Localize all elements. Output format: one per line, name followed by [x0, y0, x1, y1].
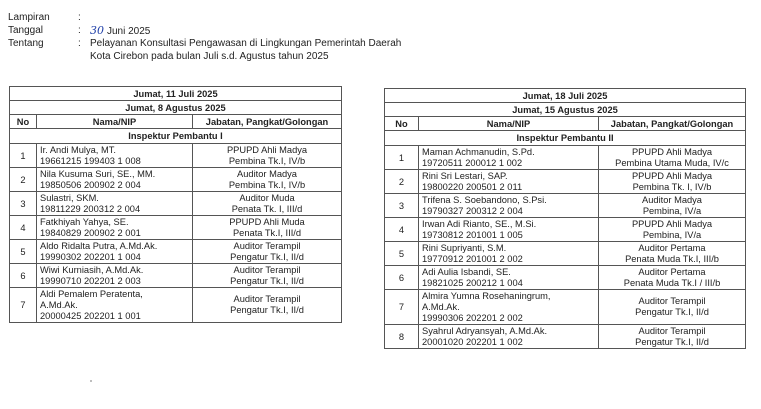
scan-speck: [90, 380, 92, 382]
position-title: PPUPD Ahli Madya: [226, 144, 308, 155]
table-row: [385, 170, 746, 194]
row-number: 3: [385, 194, 419, 218]
table-row: [10, 216, 342, 240]
name-nip-cell: [37, 216, 193, 240]
name-text: Fatkhiyah Yahya, SE.: [40, 216, 129, 227]
name-text: Adi Aulia Isbandi, SE.: [422, 266, 511, 277]
nip-text: 19800220 200501 2 011: [422, 181, 523, 192]
rank-grade: Penata Tk. I, III/d: [231, 203, 303, 214]
document-header: [8, 12, 401, 63]
table-row: [385, 194, 746, 218]
row-number: 7: [385, 290, 419, 325]
row-number: 5: [10, 240, 37, 264]
name-nip-cell: [419, 218, 599, 242]
colon: :: [78, 12, 81, 23]
position-cell: [193, 168, 342, 192]
row-number: 4: [10, 216, 37, 240]
rank-grade: Pengatur Tk.I, II/d: [635, 336, 709, 347]
row-number: 2: [385, 170, 419, 194]
column-header-no: No: [385, 117, 419, 131]
column-header-position: Jabatan, Pangkat/Golongan: [193, 115, 342, 129]
position-title: Auditor Terampil: [233, 264, 301, 275]
name-nip-cell: [419, 290, 599, 325]
table-row: [385, 218, 746, 242]
name-nip-cell: [419, 146, 599, 170]
row-number: 7: [10, 288, 37, 323]
row-number: 8: [385, 325, 419, 349]
tanggal-text: Juni 2025: [107, 25, 151, 37]
row-number: 2: [10, 168, 37, 192]
name-text: Irwan Adi Rianto, SE., M.Si.: [422, 218, 537, 229]
position-title: Auditor Madya: [237, 168, 297, 179]
schedule-table-left: [9, 86, 342, 323]
name-text: A.Md.Ak.: [422, 301, 460, 312]
row-number: 6: [10, 264, 37, 288]
position-title: PPUPD Ahli Madya: [631, 146, 713, 157]
date-header-1: Jumat, 11 Juli 2025: [10, 87, 342, 101]
position-cell: [193, 240, 342, 264]
date-header-1: Jumat, 18 Juli 2025: [385, 89, 746, 103]
lampiran-label: Lampiran: [8, 12, 50, 23]
tentang-label: Tentang: [8, 38, 44, 49]
nip-text: 19790327 200312 2 004: [422, 205, 523, 216]
name-nip-cell: [37, 264, 193, 288]
position-cell: [599, 170, 746, 194]
table-row: [10, 240, 342, 264]
name-text: Aldi Pemalem Peratenta,: [40, 288, 143, 299]
position-cell: [193, 264, 342, 288]
section-header: Inspektur Pembantu II: [385, 131, 746, 146]
nip-text: 20001020 202201 1 002: [422, 336, 523, 347]
schedule-table-right: [384, 88, 746, 349]
position-title: Auditor Terampil: [638, 296, 706, 306]
name-nip-cell: [419, 325, 599, 349]
row-number: 4: [385, 218, 419, 242]
handwritten-day: 30: [90, 23, 104, 37]
name-nip-cell: [419, 242, 599, 266]
name-nip-cell: [37, 288, 193, 323]
nip-text: 19770912 201001 2 002: [422, 253, 523, 264]
row-number: 1: [385, 146, 419, 170]
rank-grade: Pembina Tk.I, IV/b: [228, 179, 306, 190]
name-nip-cell: [37, 144, 193, 168]
column-header-name: Nama/NIP: [419, 117, 599, 131]
table-row: [10, 144, 342, 168]
name-text: Almira Yumna Rosehaningrum,: [422, 290, 551, 301]
position-title: PPUPD Ahli Muda: [229, 216, 305, 227]
name-nip-cell: [419, 194, 599, 218]
date-header-2: Jumat, 15 Agustus 2025: [385, 103, 746, 117]
position-title: Auditor Muda: [239, 192, 295, 203]
table-row: [10, 192, 342, 216]
position-cell: [599, 290, 746, 325]
rank-grade: Penata Muda Tk.I, III/b: [625, 253, 719, 264]
position-cell: [193, 216, 342, 240]
name-text: Aldo Ridalta Putra, A.Md.Ak.: [40, 240, 158, 251]
position-cell: [599, 325, 746, 349]
table-row: [385, 242, 746, 266]
nip-text: 19990710 202201 2 003: [40, 275, 141, 286]
column-header-position: Jabatan, Pangkat/Golongan: [599, 117, 746, 131]
nip-text: 19821025 200212 1 004: [422, 277, 523, 288]
nip-text: 19850506 200902 2 004: [40, 179, 141, 190]
table-row: [385, 290, 746, 325]
tentang-line1: Pelayanan Konsultasi Pengawasan di Lingkungan Pemerintah Daerah: [90, 38, 402, 49]
name-text: Wiwi Kurniasih, A.Md.Ak.: [40, 264, 144, 275]
table-row: [10, 288, 342, 323]
position-title: Auditor Terampil: [233, 294, 301, 304]
table-row: [10, 168, 342, 192]
table-row: [385, 266, 746, 290]
date-header-2: Jumat, 8 Agustus 2025: [10, 101, 342, 115]
table-row: [385, 325, 746, 349]
position-cell: [599, 242, 746, 266]
name-nip-cell: [37, 240, 193, 264]
column-header-name: Nama/NIP: [37, 115, 193, 129]
nip-text: 19661215 199403 1 008: [40, 155, 141, 166]
position-cell: [193, 192, 342, 216]
name-nip-cell: [37, 168, 193, 192]
row-number: 1: [10, 144, 37, 168]
position-title: PPUPD Ahli Madya: [631, 170, 713, 181]
name-text: Nila Kusuma Suri, SE., MM.: [40, 168, 156, 179]
row-number: 5: [385, 242, 419, 266]
tanggal-label: Tanggal: [8, 24, 44, 36]
rank-grade: Pengatur Tk.I, II/d: [230, 251, 304, 262]
name-text: Sulastri, SKM.: [40, 192, 99, 203]
rank-grade: Pembina, IV/a: [642, 229, 702, 240]
name-nip-cell: [37, 192, 193, 216]
rank-grade: Pembina Utama Muda, IV/c: [615, 157, 729, 168]
position-cell: [599, 266, 746, 290]
nip-text: 20000425 202201 1 001: [40, 310, 141, 321]
position-title: Auditor Terampil: [638, 325, 706, 336]
nip-text: 19730812 201001 1 005: [422, 229, 523, 240]
tentang-row-2: [8, 51, 401, 64]
table-row: [10, 264, 342, 288]
nip-text: 19720511 200012 1 002: [422, 157, 523, 168]
position-title: PPUPD Ahli Madya: [631, 218, 713, 229]
tanggal-value: [90, 25, 150, 39]
position-cell: [599, 218, 746, 242]
rank-grade: Pembina Tk. I, IV/b: [632, 181, 712, 192]
position-title: Auditor Pertama: [638, 242, 706, 253]
lampiran-row: [8, 12, 401, 25]
position-title: Auditor Madya: [642, 194, 702, 205]
name-text: Ir. Andi Mulya, MT.: [40, 144, 116, 155]
position-cell: [193, 288, 342, 323]
rank-grade: Pembina, IV/a: [642, 205, 702, 216]
name-text: A.Md.Ak.: [40, 299, 78, 310]
position-cell: [193, 144, 342, 168]
tentang-row: [8, 38, 401, 51]
position-title: Auditor Terampil: [233, 240, 301, 251]
tanggal-row: [8, 25, 401, 39]
rank-grade: Pengatur Tk.I, II/d: [635, 307, 709, 317]
name-text: Rini Sri Lestari, SAP.: [422, 170, 508, 181]
name-nip-cell: [419, 170, 599, 194]
name-nip-cell: [419, 266, 599, 290]
tentang-line2: Kota Cirebon pada bulan Juli s.d. Agustus tahun 2025: [90, 50, 329, 62]
name-text: Maman Achmanudin, S.Pd.: [422, 146, 535, 157]
nip-text: 19990306 202201 2 002: [422, 312, 523, 323]
rank-grade: Pengatur Tk.I, II/d: [230, 305, 304, 315]
column-header-no: No: [10, 115, 37, 129]
colon: :: [78, 38, 81, 49]
section-header: Inspektur Pembantu I: [10, 129, 342, 144]
nip-text: 19990302 202201 1 004: [40, 251, 141, 262]
position-title: Auditor Pertama: [638, 266, 706, 277]
nip-text: 19840829 200902 2 001: [40, 227, 141, 238]
position-cell: [599, 194, 746, 218]
row-number: 3: [10, 192, 37, 216]
rank-grade: Pembina Tk.I, IV/b: [228, 155, 306, 166]
name-text: Trifena S. Soebandono, S.Psi.: [422, 194, 547, 205]
position-cell: [599, 146, 746, 170]
row-number: 6: [385, 266, 419, 290]
rank-grade: Penata Muda Tk.I / III/b: [623, 277, 721, 288]
colon: :: [78, 24, 81, 36]
rank-grade: Penata Tk.I, III/d: [232, 227, 302, 238]
table-row: [385, 146, 746, 170]
name-text: Rini Supriyanti, S.M.: [422, 242, 507, 253]
rank-grade: Pengatur Tk.I, II/d: [230, 275, 304, 286]
name-text: Syahrul Adryansyah, A.Md.Ak.: [422, 325, 548, 336]
nip-text: 19811229 200312 2 004: [40, 203, 141, 214]
